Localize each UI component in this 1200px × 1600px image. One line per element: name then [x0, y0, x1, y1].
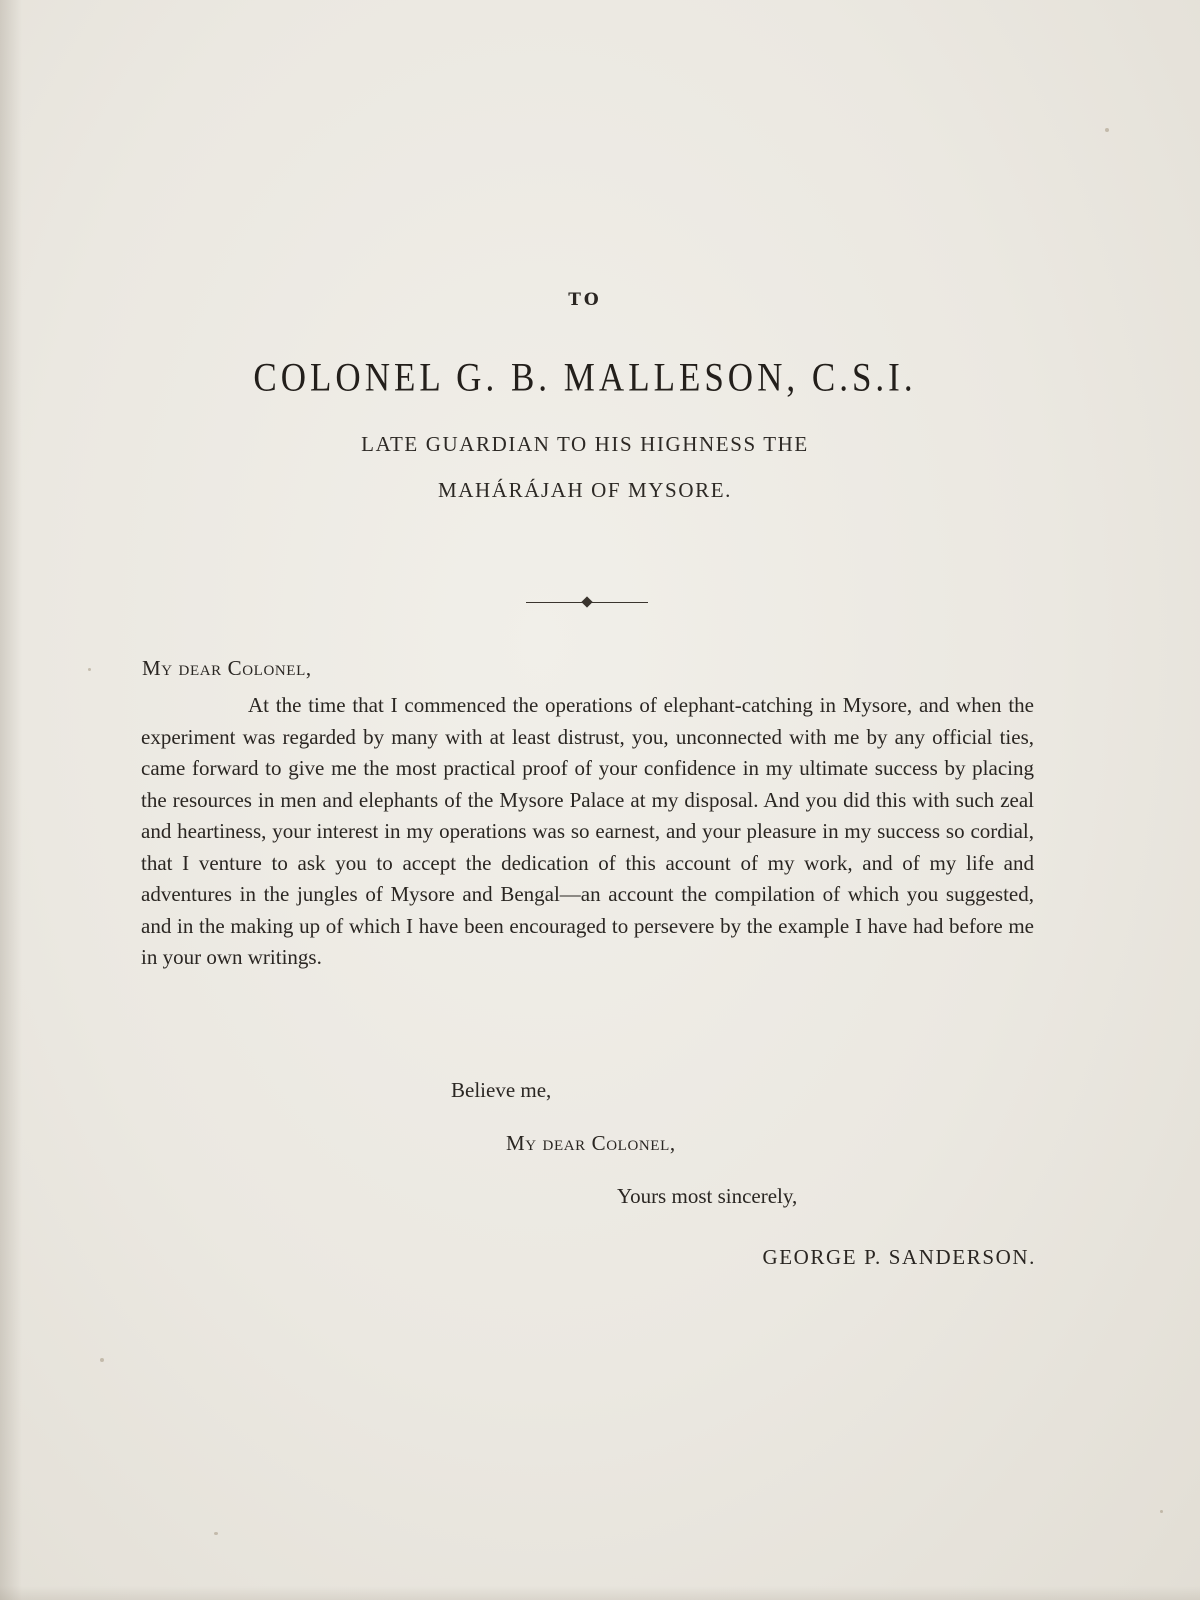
closing-yours: Yours most sincerely, — [617, 1184, 798, 1208]
recipient-title-line-2: MAHÁRÁJAH OF MYSORE. — [438, 478, 732, 502]
dedication-to: TO — [568, 290, 602, 310]
paper-speck — [214, 1532, 218, 1535]
ornamental-rule-diamond — [581, 596, 592, 607]
signature: GEORGE P. SANDERSON. — [762, 1245, 1036, 1269]
recipient-name: COLONEL G. B. MALLESON, C.S.I. — [253, 355, 917, 400]
paper-speck — [88, 668, 91, 671]
paper-speck — [1105, 128, 1109, 132]
closing-salutation: My dear Colonel, — [506, 1131, 676, 1155]
paper-speck — [1160, 1510, 1163, 1513]
gutter-shadow — [0, 0, 22, 1600]
paper-speck — [100, 1358, 104, 1362]
page-bottom-edge — [0, 1586, 1200, 1600]
recipient-title-line-1: LATE GUARDIAN TO HIS HIGHNESS THE — [361, 432, 809, 456]
letter-body: At the time that I commenced the operations of elephant-catching in Mysore, and when the experiment was regarded by many with at least distrust, you, unconnected with me by any official ties, came forward to give me the most practical proof of your confidence in my ultimate success by placing the resources in men and elephants of the Mysore Palace at my disposal. And you did this with such zeal and heartiness, your interest in my operations was so earnest, and your pleasure in my success so cordial, that I venture to ask you to accept the dedication of this account of my work, and of my life and adventures in the jungles of Mysore and Bengal—an account the compilation of which you suggested, and in the making up of which I have been encouraged to persevere by the example I have had before me in your own writings. — [141, 693, 1034, 969]
salutation: My dear Colonel, — [142, 656, 312, 680]
closing-believe-me: Believe me, — [451, 1078, 552, 1102]
